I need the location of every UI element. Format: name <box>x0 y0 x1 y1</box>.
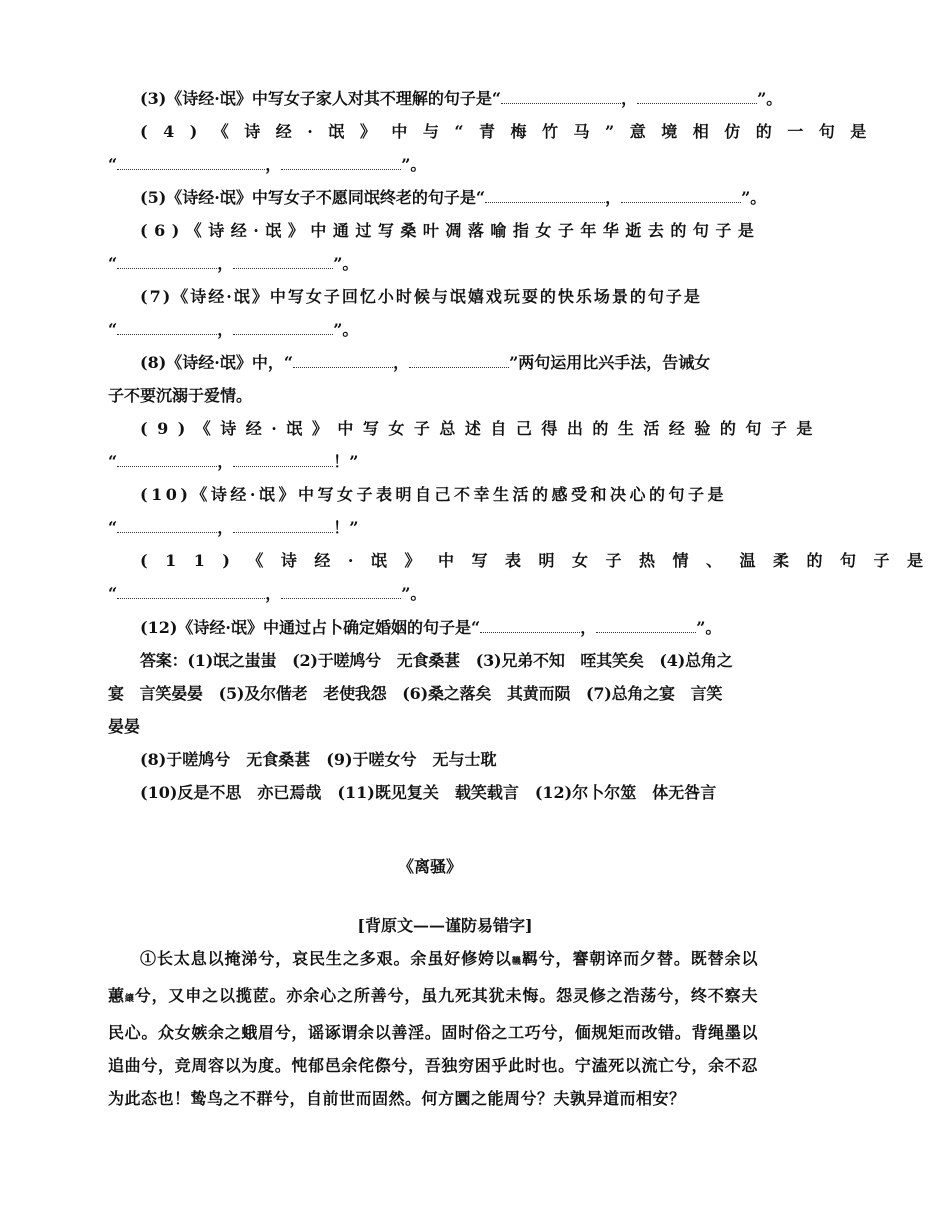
question-5 <box>108 187 767 209</box>
closing-quote: ”。 <box>741 188 767 207</box>
question-text-line2: 子不要沉溺于爱情。 <box>108 386 253 405</box>
question-8 <box>108 352 753 407</box>
comma: ， <box>217 254 234 273</box>
comma: ， <box>605 188 622 207</box>
answer-blank[interactable] <box>117 452 217 467</box>
answer-blank[interactable] <box>293 353 393 368</box>
answer-line-5: (10)反是不思 亦已焉哉 (11)既见复关 载笑载言 (12)尔卜尔筮 体无咎言 <box>140 783 717 802</box>
passage-text <box>108 942 758 1115</box>
question-text: 《诗经·氓》中写女子回忆小时候与氓嬉戏玩耍的快乐场景的句子是 <box>172 287 702 306</box>
passage-part: 羁兮，謇朝谇而夕替。既替余以蕙 <box>108 949 758 1005</box>
answer-blank[interactable] <box>621 188 741 203</box>
opening-quote: “ <box>108 320 118 339</box>
question-text: 《诗经·氓》中，“ <box>166 353 294 372</box>
question-text: 《诗经·氓》中与“青梅竹马”意境相仿的一句是 <box>212 122 882 141</box>
answer-blank[interactable] <box>117 584 265 599</box>
answer-line-3: 晏晏 <box>108 717 141 736</box>
question-text: 《诗经·氓》中通过写桑叶凋落喻指女子年华逝去的句子是 <box>185 221 761 240</box>
comma: ， <box>621 89 638 108</box>
answer-blank[interactable] <box>485 188 605 203</box>
answer-blank[interactable] <box>596 618 696 633</box>
answer-line-1 <box>108 650 753 672</box>
question-7 <box>108 286 753 341</box>
question-text: 《诗经·氓》中写女子不愿同氓终老的句子是“ <box>166 188 486 207</box>
comma: ， <box>217 320 234 339</box>
question-text: 《诗经·氓》中写女子家人对其不理解的句子是“ <box>166 89 502 108</box>
answer-blank[interactable] <box>233 518 333 533</box>
question-number: (12) <box>140 618 178 637</box>
passage-part: ①长太息以掩涕兮，哀民生之多艰。余虽好修姱以 <box>140 949 512 968</box>
answer-blank[interactable] <box>409 353 509 368</box>
question-text-tail: ”两句运用比兴手法，告诫女 <box>509 353 711 372</box>
closing-quote: ”。 <box>757 89 783 108</box>
answer-blank[interactable] <box>117 518 217 533</box>
question-11 <box>108 550 940 605</box>
answer-line-2: 宴 言笑晏晏 (5)及尔偕老 老使我怨 (6)桑之落矣 其黄而陨 (7)总角之宴 言笑 <box>108 684 723 703</box>
comma: ， <box>265 155 282 174</box>
question-9 <box>108 418 822 473</box>
answer-blank[interactable] <box>281 155 401 170</box>
comma: ， <box>580 618 597 637</box>
comma: ， <box>393 353 410 372</box>
answer-blank[interactable] <box>480 618 580 633</box>
closing-quote: ”。 <box>333 254 359 273</box>
question-number: (11) <box>140 551 248 570</box>
closing-quote: ”。 <box>696 618 722 637</box>
comma: ， <box>265 584 282 603</box>
question-text: 《诗经·氓》中写表明女子热情、温柔的句子是 <box>247 551 940 570</box>
closing-quote: ！” <box>333 518 359 537</box>
section-subtitle: [背原文——谨防易错字] <box>357 916 533 935</box>
opening-quote: “ <box>108 518 118 537</box>
question-text: 《诗经·氓》中写女子总述自己得出的生活经验的句子是 <box>194 419 822 438</box>
answer-blank[interactable] <box>117 254 217 269</box>
closing-quote: ”。 <box>333 320 359 339</box>
question-text: 《诗经·氓》中写女子表明自己不幸生活的感受和决心的句子是 <box>191 485 727 504</box>
question-12 <box>108 617 753 639</box>
opening-quote: “ <box>108 155 118 174</box>
question-number: (7) <box>140 287 173 306</box>
small-char: 鞿 <box>511 957 522 967</box>
question-number: (3) <box>140 89 167 108</box>
answer-blank[interactable] <box>637 89 757 104</box>
opening-quote: “ <box>108 584 118 603</box>
comma: ， <box>217 518 234 537</box>
closing-quote: ”。 <box>401 155 427 174</box>
answer-text: (1)氓之蚩蚩 (2)于嗟鸠兮 无食桑葚 (3)兄弟不知 咥其笑矣 (4)总角之 <box>187 651 733 670</box>
opening-quote: “ <box>108 254 118 273</box>
answer-blank[interactable] <box>501 89 621 104</box>
small-char: 纕 <box>124 994 135 1004</box>
question-number: (10) <box>140 485 192 504</box>
question-3 <box>108 88 783 110</box>
question-number: (8) <box>140 353 167 372</box>
answer-blank[interactable] <box>281 584 401 599</box>
question-number: (6) <box>140 221 186 240</box>
answer-blank[interactable] <box>117 320 217 335</box>
answer-line-4: (8)于嗟鸠兮 无食桑葚 (9)于嗟女兮 无与士耽 <box>140 750 497 769</box>
question-4 <box>108 121 882 176</box>
question-number: (9) <box>140 419 195 438</box>
question-number: (5) <box>140 188 167 207</box>
opening-quote: “ <box>108 452 118 471</box>
comma: ， <box>217 452 234 471</box>
answer-blank[interactable] <box>233 254 333 269</box>
answer-blank[interactable] <box>117 155 265 170</box>
passage-part: 兮，又申之以揽茝。亦余心之所善兮，虽九死其犹未悔。怨灵修之浩荡兮，终不察夫民心。众女嫉余之蛾眉兮，谣诼谓余以善淫。固时俗之工巧兮，偭规矩而改错。背绳墨以追曲兮，竞周容以为度。忳郁邑余侘傺兮，吾独穷困乎此时也。宁溘死以流亡兮，余不忍为此态也！鸷鸟之不群兮，自前世而固然。何方圜之能周兮？夫孰异道而相安？ <box>108 986 758 1108</box>
answer-label: 答案： <box>140 651 188 670</box>
answer-key <box>108 650 753 804</box>
closing-quote: ”。 <box>401 584 427 603</box>
section-title: 《离骚》 <box>397 857 462 876</box>
question-10 <box>108 484 753 539</box>
question-text: 《诗经·氓》中通过占卜确定婚姻的句子是“ <box>177 618 481 637</box>
answer-blank[interactable] <box>233 320 333 335</box>
answer-blank[interactable] <box>233 452 333 467</box>
question-6 <box>108 220 761 275</box>
question-number: (4) <box>140 122 213 141</box>
closing-quote: ！” <box>333 452 359 471</box>
